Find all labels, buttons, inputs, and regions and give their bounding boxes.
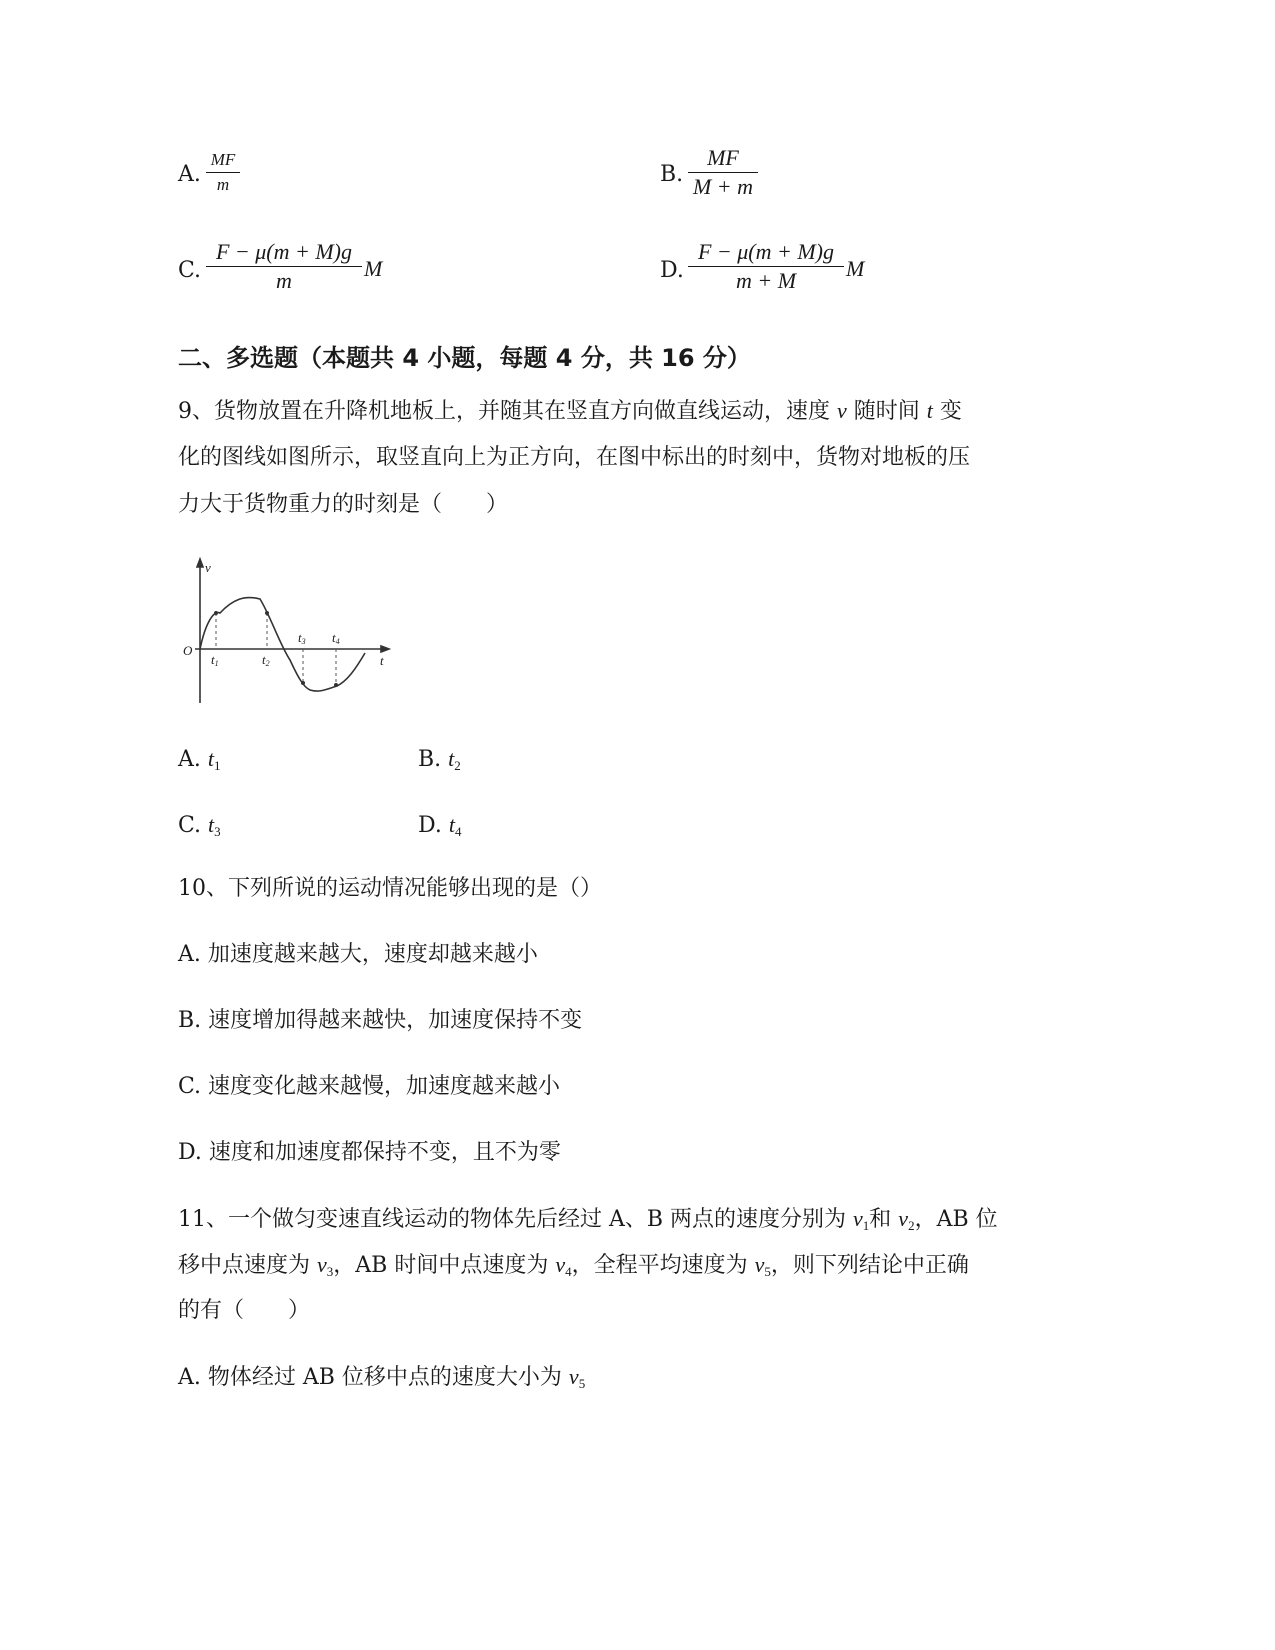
option-var: $t_2$ — [448, 746, 461, 773]
var-t: t — [926, 398, 933, 423]
fraction-bar — [688, 172, 758, 173]
option-label: A. — [178, 162, 201, 187]
q10-option-a: A. 加速度越来越大，速度却越来越小 — [178, 942, 538, 967]
point-t2 — [265, 611, 269, 615]
option-label: C. — [178, 813, 202, 838]
axis-t-label: t — [380, 653, 384, 668]
q11-text: ，全程平均速度为 — [571, 1253, 755, 1278]
denominator: m — [276, 268, 292, 293]
numerator: F − μ(m + M)g — [215, 239, 353, 264]
var-v5: $v_5$ — [568, 1364, 586, 1391]
q9-stem-line1 — [178, 396, 962, 427]
multiplier: M — [846, 256, 865, 281]
fraction-bar — [688, 266, 844, 267]
var-v1: $v_1$ — [853, 1206, 870, 1233]
fraction — [206, 150, 240, 195]
fraction-bar — [206, 266, 362, 267]
option-label: D. — [660, 258, 684, 283]
q11-stem-line1 — [178, 1204, 998, 1241]
v-axis-arrow — [197, 559, 203, 567]
var-v4: $v_4$ — [555, 1252, 572, 1279]
q9-stem-line3: 力大于货物重力的时刻是（ ） — [178, 492, 509, 517]
fraction — [688, 146, 758, 199]
fraction-bar — [206, 172, 240, 173]
denominator: m — [216, 175, 230, 194]
numerator: F − μ(m + M)g — [697, 239, 835, 264]
q9-text: 9、货物放置在升降机地板上，并随其在竖直方向做直线运动，速度 — [178, 399, 837, 424]
numerator: MF — [210, 150, 236, 169]
q11-text: 和 — [869, 1207, 899, 1232]
q11-text: ，AB 位 — [914, 1207, 998, 1232]
denominator: m + M — [735, 268, 797, 293]
var-v2: $v_2$ — [898, 1206, 915, 1233]
option-label: A. — [178, 747, 201, 772]
q10-option-c: C. 速度变化越来越慢，加速度越来越小 — [178, 1074, 561, 1099]
q11-stem-line3: 的有（ ） — [178, 1298, 311, 1323]
fraction — [206, 240, 362, 293]
q11-text: ，则下列结论中正确 — [770, 1253, 969, 1278]
option-label: C. — [178, 258, 202, 283]
q11-option-a — [178, 1362, 585, 1399]
t-axis-arrow — [381, 646, 389, 652]
q10-option-d: D. 速度和加速度都保持不变，且不为零 — [178, 1140, 561, 1165]
var-v5: $v_5$ — [754, 1252, 771, 1279]
t1-label: t1 — [211, 652, 219, 668]
option-label: B. — [660, 162, 684, 187]
var-v: v — [837, 398, 847, 423]
velocity-curve — [200, 598, 365, 692]
q9-option-c — [178, 810, 221, 847]
q9-text: 随时间 — [846, 399, 927, 424]
q11-text: 移中点速度为 — [178, 1253, 317, 1278]
q11-text: ，AB 时间中点速度为 — [333, 1253, 556, 1278]
point-t4 — [334, 683, 338, 687]
option-text: A. 物体经过 AB 位移中点的速度大小为 — [178, 1365, 569, 1390]
option-label: D. — [418, 813, 442, 838]
q9-option-d — [418, 810, 461, 847]
q10-option-b: B. 速度增加得越来越快，加速度保持不变 — [178, 1008, 583, 1033]
point-t1 — [214, 611, 218, 615]
fraction — [688, 240, 844, 293]
axis-v-label: v — [205, 560, 211, 575]
q9-text: 变 — [932, 399, 962, 424]
option-var: $t_1$ — [207, 746, 221, 773]
multiplier: M — [364, 256, 383, 281]
t4-label: t4 — [332, 630, 340, 646]
q9-option-b — [418, 744, 461, 781]
point-t3 — [301, 681, 305, 685]
option-var: $t_3$ — [208, 812, 221, 839]
var-v3: $v_3$ — [317, 1252, 334, 1279]
denominator: M + m — [692, 174, 754, 199]
q11-text: 11、一个做匀变速直线运动的物体先后经过 A、B 两点的速度分别为 — [178, 1207, 854, 1232]
q10-stem: 10、下列所说的运动情况能够出现的是（） — [178, 876, 602, 901]
q9-stem-line2: 化的图线如图所示，取竖直向上为正方向，在图中标出的时刻中，货物对地板的压 — [178, 445, 971, 470]
t2-label: t2 — [262, 652, 270, 668]
origin-label: O — [183, 643, 193, 658]
t3-label: t3 — [298, 630, 306, 646]
option-var: $t_4$ — [448, 812, 462, 839]
section-heading: 二、多选题（本题共 4 小题，每题 4 分，共 16 分） — [178, 344, 751, 372]
q11-stem-line2 — [178, 1250, 969, 1287]
numerator: MF — [707, 145, 739, 170]
option-label: B. — [418, 747, 442, 772]
vt-graph — [175, 555, 400, 715]
q9-option-a — [178, 744, 221, 781]
